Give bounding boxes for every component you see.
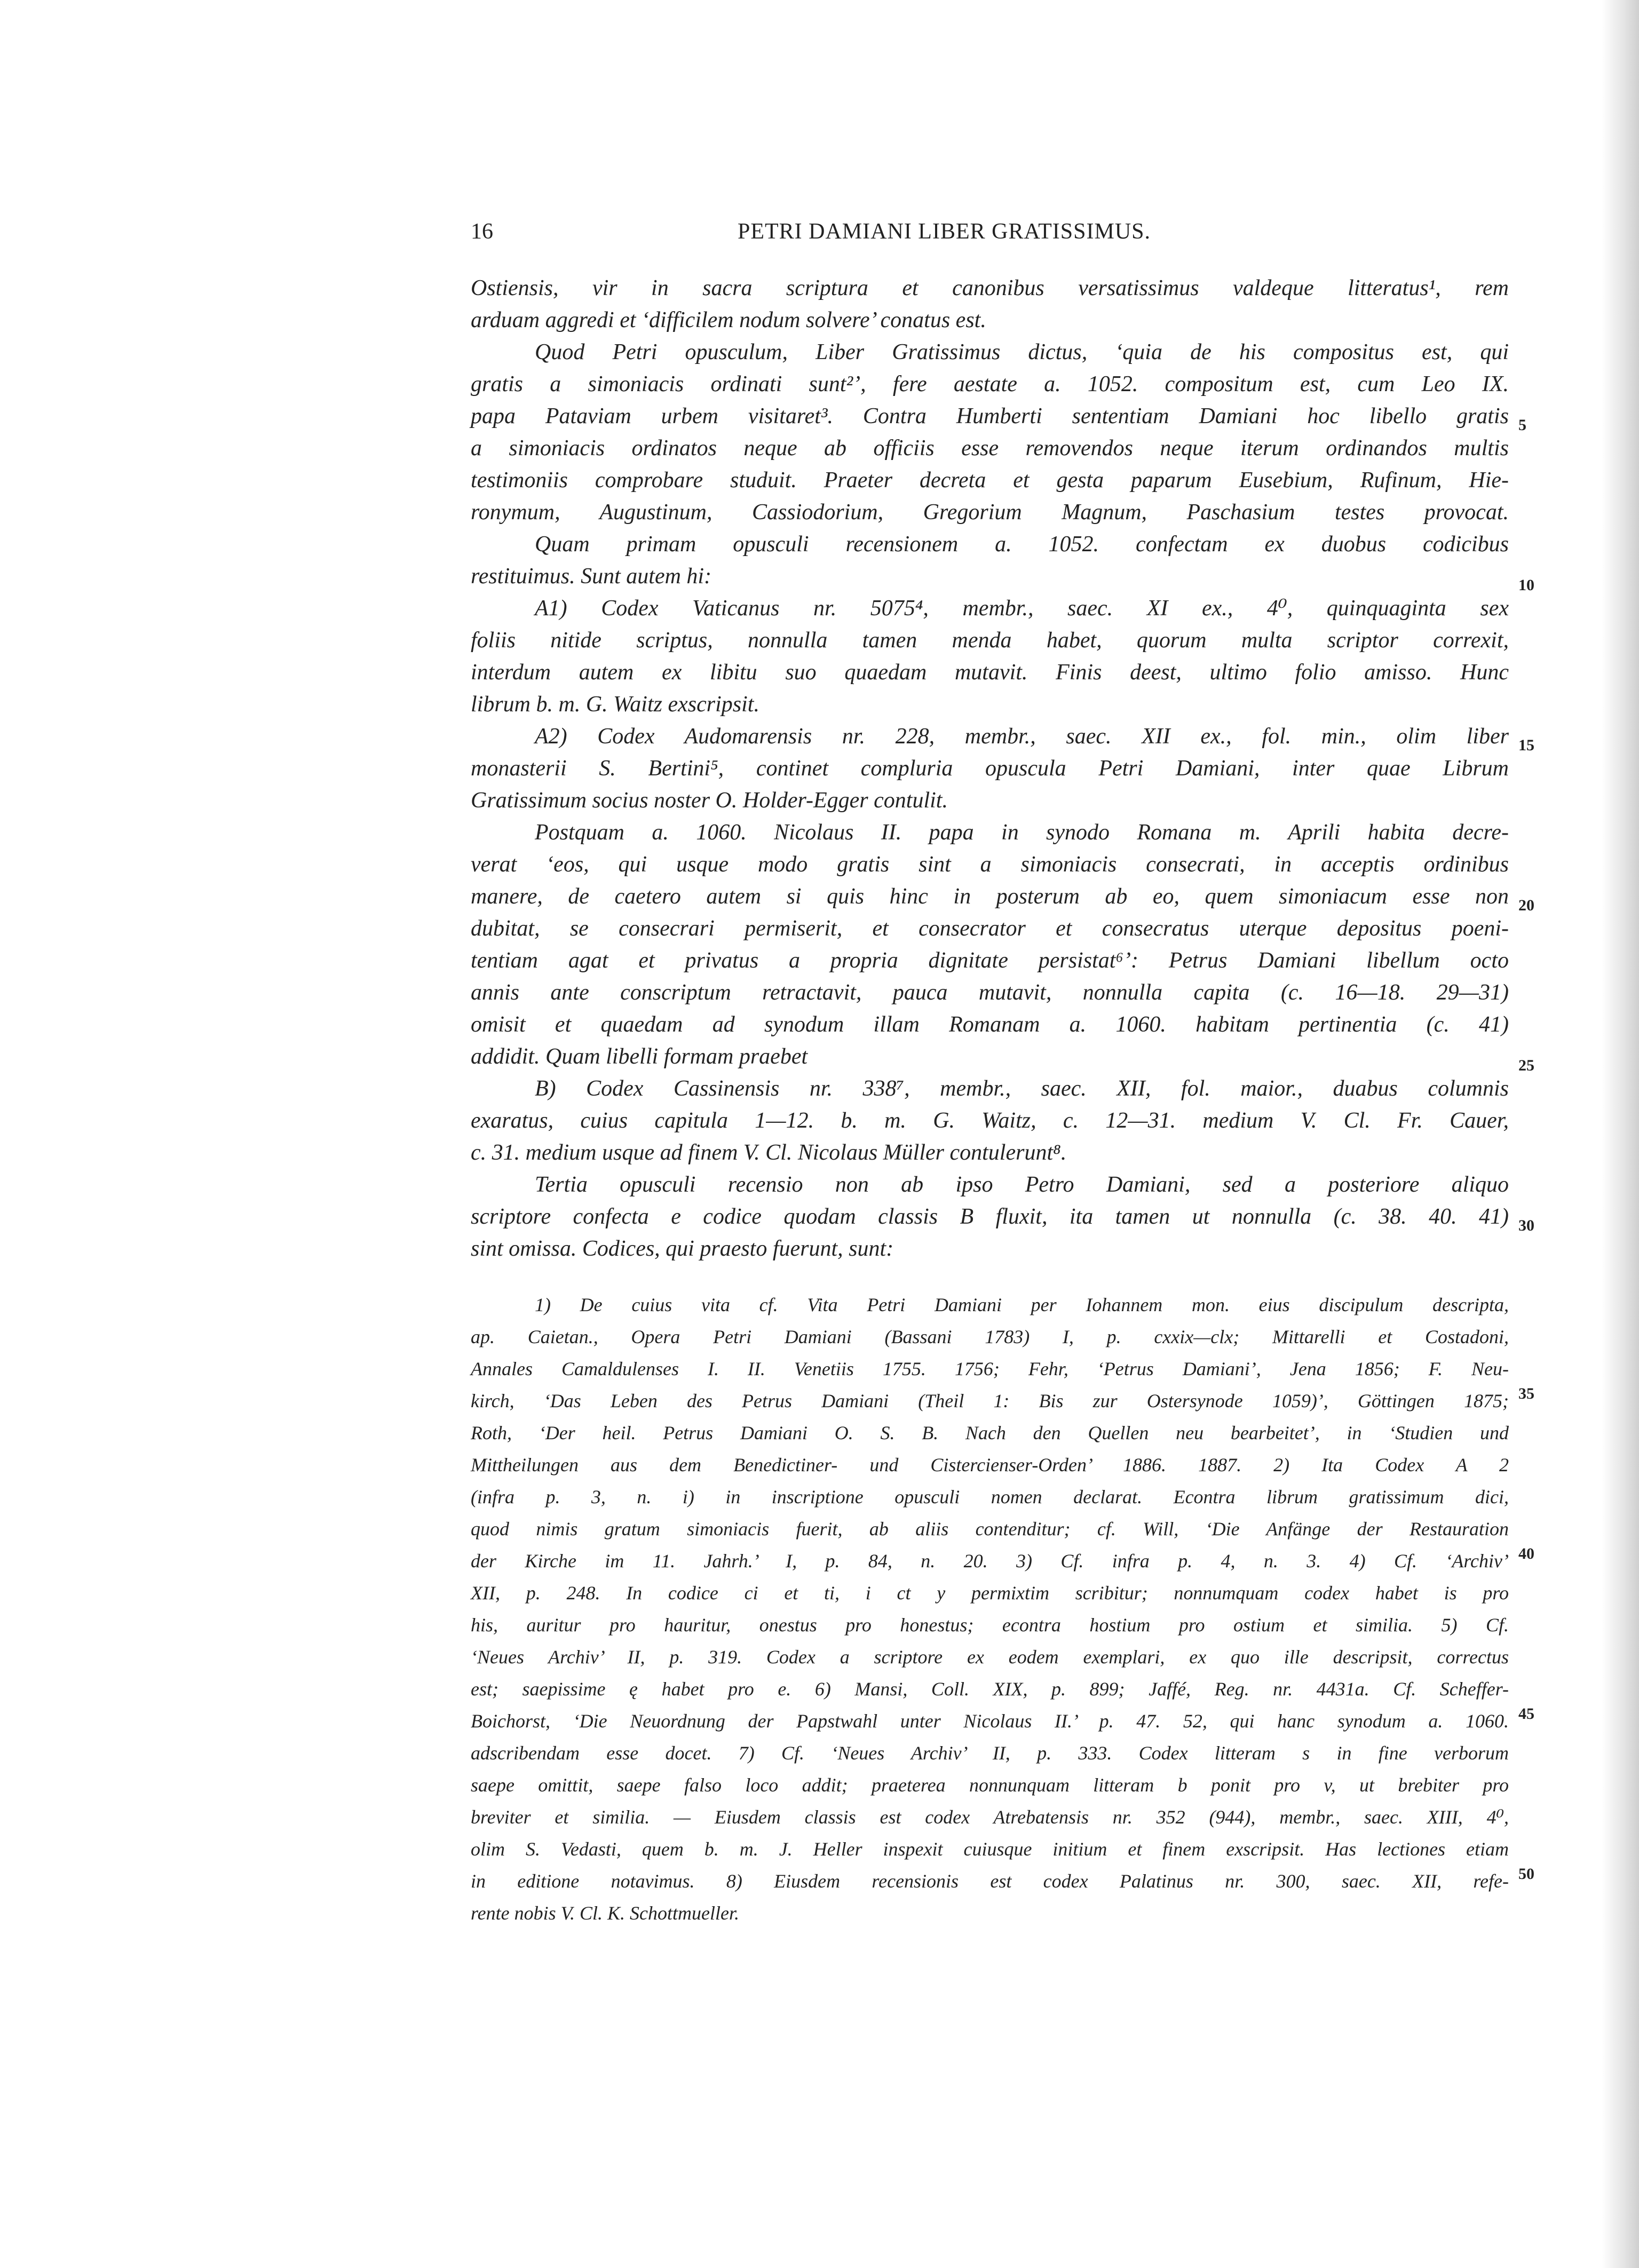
text-line: scriptore confecta e codice quodam classis B fluxit, ita tamen ut nonnulla (c. 38. 40. 41) — [471, 1204, 1509, 1229]
margin-line-number: 10 — [1518, 576, 1534, 594]
text-line: annis ante conscriptum retractavit, pauca mutavit, nonnulla capita (c. 16—18. 29—31) — [471, 980, 1509, 1005]
footnote-line: quod nimis gratum simoniacis fuerit, ab aliis contenditur; cf. Will, ‘Die Anfänge der Restauration — [471, 1518, 1509, 1540]
margin-line-number: 50 — [1518, 1865, 1534, 1883]
text-line: A2) Codex Audomarensis nr. 228, membr., saec. XII ex., fol. min., olim liber — [535, 724, 1509, 749]
footnote-line: Boichorst, ‘Die Neuordnung der Papstwahl unter Nicolaus II.’ p. 47. 52, qui hanc synodum a. 1060. — [471, 1710, 1509, 1732]
text-line: c. 31. medium usque ad finem V. Cl. Nicolaus Müller contulerunt⁸. — [471, 1140, 1067, 1165]
footnotes — [471, 1289, 1509, 1929]
margin-line-number: 25 — [1518, 1057, 1534, 1074]
footnote-line: breviter et similia. — Eiusdem classis est codex Atrebatensis nr. 352 (944), membr., saec. XIII, 4⁰, — [471, 1806, 1509, 1828]
text-line: dubitat, se consecrari permiserit, et consecrator et consecratus uterque depositus poeni- — [471, 916, 1509, 941]
margin-line-number: 5 — [1518, 416, 1526, 434]
text-line: arduam aggredi et ‘difficilem nodum solvere’ conatus est. — [471, 308, 986, 332]
footnote-line: saepe omittit, saepe falso loco addit; praeterea nonnunquam litteram b ponit pro v, ut brebiter pro — [471, 1774, 1509, 1796]
footnote-line: (infra p. 3, n. i) in inscriptione opusculi nomen declarat. Econtra librum gratissimum dici, — [471, 1486, 1509, 1508]
footnote-line: ap. Caietan., Opera Petri Damiani (Bassani 1783) I, p. cxxix—clx; Mittarelli et Costadoni, — [471, 1326, 1509, 1347]
text-line: sint omissa. Codices, qui praesto fuerunt, sunt: — [471, 1236, 894, 1261]
text-line: addidit. Quam libelli formam praebet — [471, 1044, 808, 1069]
margin-line-number: 30 — [1518, 1217, 1534, 1234]
footnote-line: his, auritur pro hauritur, onestus pro honestus; econtra hostium pro ostium et similia. 5) Cf. — [471, 1614, 1509, 1636]
footnote-line: der Kirche im 11. Jahrh.’ I, p. 84, n. 20. 3) Cf. infra p. 4, n. 3. 4) Cf. ‘Archiv’ — [471, 1550, 1509, 1572]
margin-line-number: 45 — [1518, 1705, 1534, 1723]
text-line: Tertia opusculi recensio non ab ipso Petro Damiani, sed a posteriore aliquo — [535, 1172, 1509, 1197]
text-line: foliis nitide scriptus, nonnulla tamen menda habet, quorum multa scriptor correxit, — [471, 628, 1509, 653]
text-line: testimoniis comprobare studuit. Praeter decreta et gesta paparum Eusebium, Rufinum, Hie- — [471, 468, 1509, 493]
footnote-line: Annales Camaldulenses I. II. Venetiis 1755. 1756; Fehr, ‘Petrus Damiani’, Jena 1856; F. Neu- — [471, 1358, 1509, 1379]
text-line: interdum autem ex libitu suo quaedam mutavit. Finis deest, ultimo folio amisso. Hunc — [471, 660, 1509, 685]
page-number: 16 — [471, 219, 493, 244]
footnote-line: olim S. Vedasti, quem b. m. J. Heller inspexit cuiusque initium et finem exscripsit. Has lectiones etiam — [471, 1838, 1509, 1860]
text-line: ronymum, Augustinum, Cassiodorium, Gregorium Magnum, Paschasium testes provocat. — [471, 500, 1509, 525]
margin-line-number: 40 — [1518, 1545, 1534, 1563]
text-line: manere, de caetero autem si quis hinc in posterum ab eo, quem simoniacum esse non — [471, 884, 1509, 909]
text-line: omisit et quaedam ad synodum illam Romanam a. 1060. habitam pertinentia (c. 41) — [471, 1012, 1509, 1037]
book-spine-shadow — [1602, 0, 1639, 2268]
main-text — [471, 272, 1509, 1265]
text-line: Gratissimum socius noster O. Holder-Egger contulit. — [471, 788, 948, 813]
text-line: B) Codex Cassinensis nr. 338⁷, membr., saec. XII, fol. maior., duabus columnis — [535, 1076, 1509, 1101]
footnote-line: XII, p. 248. In codice ci et ti, i ct y permixtim scribitur; nonnumquam codex habet is pro — [471, 1582, 1509, 1604]
text-line: exaratus, cuius capitula 1—12. b. m. G. Waitz, c. 12—31. medium V. Cl. Fr. Cauer, — [471, 1108, 1509, 1133]
footnote-line: kirch, ‘Das Leben des Petrus Damiani (Theil 1: Bis zur Ostersynode 1059)’, Göttingen 1875; — [471, 1390, 1509, 1411]
footnote-line: ‘Neues Archiv’ II, p. 319. Codex a scriptore ex eodem exemplari, ex quo ille descripsit, correctus — [471, 1646, 1509, 1668]
text-line: Ostiensis, vir in sacra scriptura et canonibus versatissimus valdeque litteratus¹, rem — [471, 276, 1509, 300]
margin-line-number: 35 — [1518, 1385, 1534, 1402]
text-line: monasterii S. Bertini⁵, continet compluria opuscula Petri Damiani, inter quae Librum — [471, 756, 1509, 781]
text-line: Quam primam opusculi recensionem a. 1052. confectam ex duobus codicibus — [535, 532, 1509, 557]
page-header — [471, 219, 1509, 251]
text-line: verat ‘eos, qui usque modo gratis sint a simoniacis consecrati, in acceptis ordinibus — [471, 852, 1509, 877]
text-line: restituimus. Sunt autem hi: — [471, 564, 712, 589]
footnote-line: in editione notavimus. 8) Eiusdem recensionis est codex Palatinus nr. 300, saec. XII, refe- — [471, 1870, 1509, 1892]
footnote-line: rente nobis V. Cl. K. Schottmueller. — [471, 1902, 739, 1924]
footnote-line: Mittheilungen aus dem Benedictiner- und Cistercienser-Orden’ 1886. 1887. 2) Ita Codex A 2 — [471, 1454, 1509, 1476]
text-line: Postquam a. 1060. Nicolaus II. papa in synodo Romana m. Aprili habita decre- — [535, 820, 1509, 845]
footnote-line: 1) De cuius vita cf. Vita Petri Damiani per Iohannem mon. eius discipulum descripta, — [535, 1294, 1509, 1315]
text-line: a simoniacis ordinatos neque ab officiis esse removendos neque iterum ordinandos multis — [471, 436, 1509, 461]
footnote-line: adscribendam esse docet. 7) Cf. ‘Neues Archiv’ II, p. 333. Codex litteram s in fine verborum — [471, 1742, 1509, 1764]
text-line: A1) Codex Vaticanus nr. 5075⁴, membr., saec. XI ex., 4⁰, quinquaginta sex — [535, 596, 1509, 621]
margin-line-number: 20 — [1518, 897, 1534, 914]
text-line: papa Pataviam urbem visitaret³. Contra Humberti sententiam Damiani hoc libello gratis — [471, 404, 1509, 429]
running-title: PETRI DAMIANI LIBER GRATISSIMUS. — [738, 219, 1151, 244]
footnote-line: est; saepissime ę habet pro e. 6) Mansi, Coll. XIX, p. 899; Jaffé, Reg. nr. 4431a. Cf. Scheffer- — [471, 1678, 1509, 1700]
footnote-line: Roth, ‘Der heil. Petrus Damiani O. S. B. Nach den Quellen neu bearbeitet’, in ‘Studien und — [471, 1422, 1509, 1444]
text-line: librum b. m. G. Waitz exscripsit. — [471, 692, 759, 717]
text-line: Quod Petri opusculum, Liber Gratissimus dictus, ‘quia de his compositus est, qui — [535, 340, 1509, 364]
margin-line-number: 15 — [1518, 736, 1534, 754]
text-line: gratis a simoniacis ordinati sunt²’, fere aestate a. 1052. compositum est, cum Leo IX. — [471, 372, 1509, 396]
text-line: tentiam agat et privatus a propria dignitate persistat⁶’: Petrus Damiani libellum octo — [471, 948, 1509, 973]
